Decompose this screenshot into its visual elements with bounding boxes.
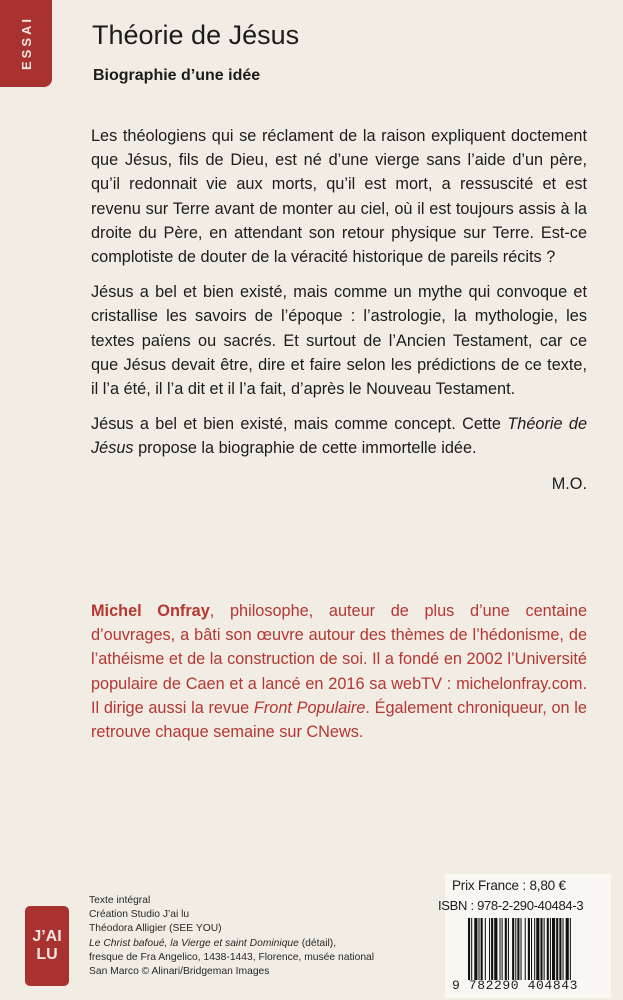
summary-paragraph-1: Les théologiens qui se réclament de la raison expliquent doctement que Jésus, fils de Dieu, est né d’une vierge sans l’aide d’un père, qu’il redonnait vie aux morts, qu’il est mort, a ressuscité et est revenu sur Terre avant de monter au ciel, où il est toujours assis à la droite du Père, en attendant son retour physique sur Terre. Est-ce complotiste de douter de la véracité historique de pareils récits ? bbox=[91, 127, 587, 267]
book-subtitle: Biographie d’une idée bbox=[93, 67, 261, 84]
isbn-label: ISBN : 978-2-290-40484-3 bbox=[438, 898, 584, 913]
bio-text-start: , philosophe, auteur de plus d’une centaine d’ouvrages, a bâti son œuvre autour des thèmes de l’hédonisme, de l’athéisme et de la construction de soi. Il a fondé en 2002 l’Université populaire de Caen et a lancé en 2016 sa webTV : michelonfray.com. Il dirige aussi la revue bbox=[91, 602, 588, 717]
essai-tab bbox=[0, 0, 52, 87]
credit-line-5: fresque de Fra Angelico, 1438-1443, Florence, musée national bbox=[89, 951, 375, 963]
essai-label: ESSAI bbox=[18, 16, 34, 71]
signature: M.O. bbox=[551, 474, 587, 493]
credit-line-1: Texte intégral bbox=[89, 895, 151, 906]
credits-block bbox=[89, 894, 409, 979]
logo-line-1: J’AI bbox=[32, 928, 62, 945]
bio-revue-name: Front Populaire bbox=[253, 698, 366, 717]
book-title: Théorie de Jésus bbox=[92, 20, 300, 50]
summary-p3-italic-title: Théorie de Jésus bbox=[91, 415, 587, 458]
credit-line-6: San Marco © Alinari/Bridgeman Images bbox=[89, 966, 270, 978]
summary-p3-end: propose la biographie de cette immortelle idée. bbox=[133, 439, 477, 458]
summary-paragraph-3 bbox=[91, 412, 587, 460]
summary-text bbox=[91, 124, 587, 496]
barcode-icon bbox=[468, 918, 600, 980]
credit-artwork-title: Le Christ bafoué, la Vierge et saint Dominique bbox=[89, 937, 299, 949]
logo-line-2: LU bbox=[36, 946, 58, 963]
summary-paragraph-2: Jésus a bel et bien existé, mais comme un mythe qui convoque et cristallise les savoirs de l’époque : l’astrologie, la mythologie, les textes païens ou sacrés. Et surtout de l’Ancien Testament, car ce que Jésus devait être, dire et faire selon les prédictions de ce texte, il l’a été, il l’a dit et il l’a fait, d’après le Nouveau Testament. bbox=[91, 283, 587, 399]
summary-p3-start: Jésus a bel et bien existé, mais comme concept. Cette bbox=[91, 415, 508, 434]
author-name: Michel Onfray bbox=[91, 602, 210, 620]
credit-line-3: Théodora Alligier (SEE YOU) bbox=[89, 923, 222, 935]
author-bio bbox=[91, 599, 587, 744]
price-label: Prix France : 8,80 € bbox=[452, 878, 566, 893]
jai-lu-logo bbox=[25, 906, 69, 986]
barcode-digits: 9 782290 404843 bbox=[452, 978, 579, 993]
credit-line-4-end: (détail), bbox=[298, 937, 337, 949]
bio-text-end: . Également chroniqueur, on le retrouve chaque semaine sur CNews. bbox=[91, 698, 587, 742]
credit-line-2: Création Studio J’ai lu bbox=[89, 909, 190, 921]
credit-line-4 bbox=[89, 937, 409, 951]
